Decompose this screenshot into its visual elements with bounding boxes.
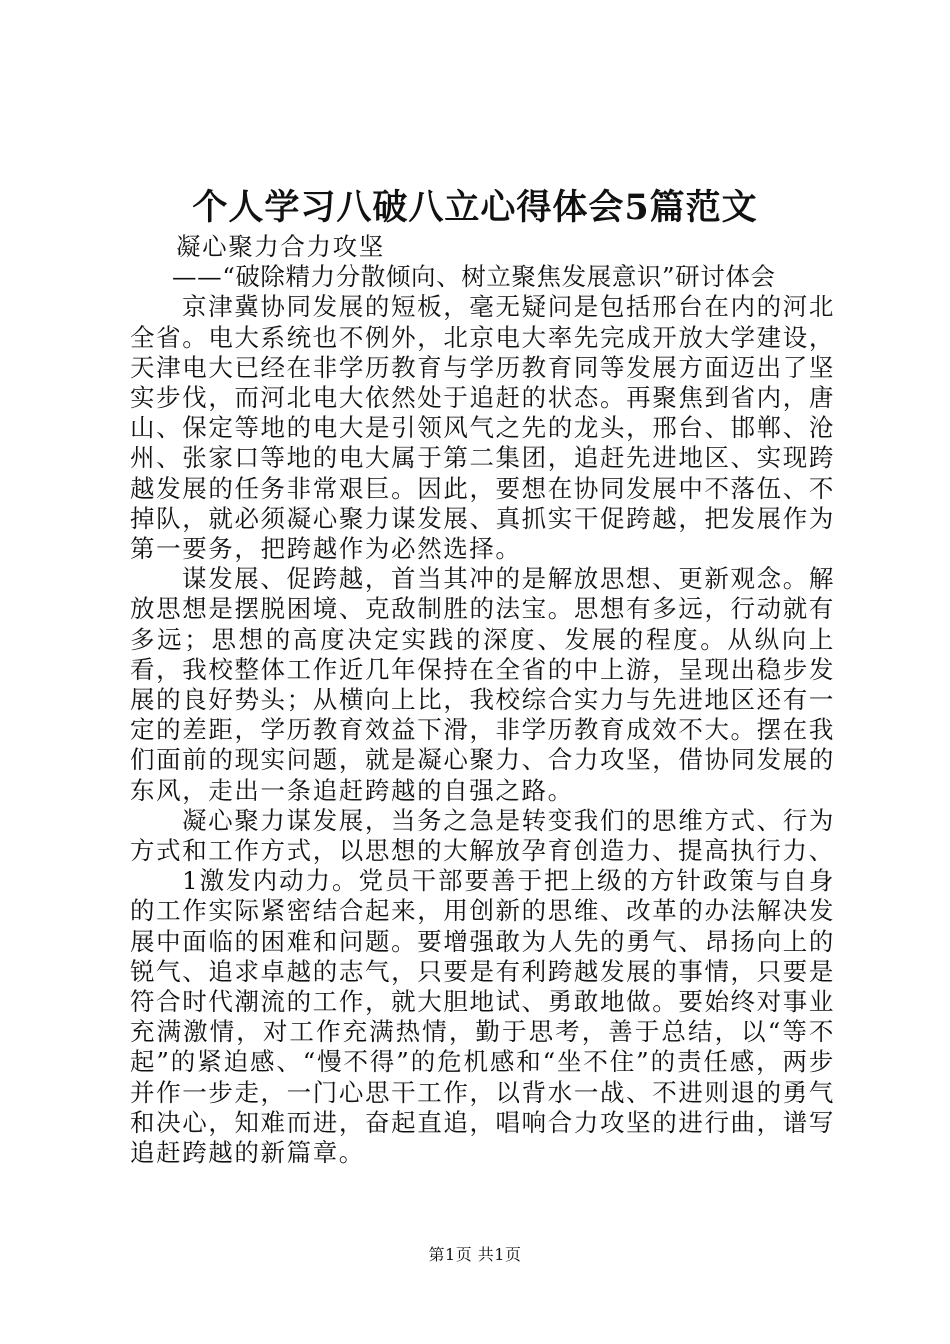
subtitle: ——“破除精力分散倾向、树立聚焦发展意识”研讨体会	[172, 262, 776, 292]
document-title: 个人学习八破八立心得体会5篇范文	[192, 187, 758, 228]
page-footer: 第1页 共1页	[428, 1245, 522, 1264]
paragraph: 京津冀协同发展的短板，毫无疑问是包括邢台在内的河北全省。电大系统也不例外，北京电大率先完成开放大学建设，天津电大已经在非学历教育与学历教育同等发展方面迈出了坚实步伐，而河北电大依然处于追赶的状态。再聚焦到省内，唐山、保定等地的电大是引领风气之先的龙头，邢台、邯郸、沧州、张家口等地的电大属于第二集团，追赶先进地区、实现跨越发展的任务非常艰巨。因此，要想在协同发展中不落伍、不掉队，就必须凝心聚力谋发展、真抓实干促跨越，把发展作为第一要务，把跨越作为必然选择。	[130, 292, 835, 564]
paragraph: 1激发内动力。党员干部要善于把上级的方针政策与自身的工作实际紧密结合起来，用创新的思维、改革的办法解决发展中面临的困难和问题。要增强敢为人先的勇气、昂扬向上的锐气、追求卓越的志气，只要是有利跨越发展的事情，只要是符合时代潮流的工作，就大胆地试、勇敢地做。要始终对事业充满激情，对工作充满热情，勤于思考，善于总结，以“等不起”的紧迫感、“慢不得”的危机感和“坐不住”的责任感，两步并作一步走，一门心思干工作，以背水一战、不进则退的勇气和决心，知难而进，奋起直追，唱响合力攻坚的进行曲，谱写追赶跨越的新篇章。	[130, 866, 835, 1168]
paragraph: 谋发展、促跨越，首当其冲的是解放思想、更新观念。解放思想是摆脱困境、克敌制胜的法宝。思想有多远，行动就有多远；思想的高度决定实践的深度、发展的程度。从纵向上看，我校整体工作近几年保持在全省的中上游，呈现出稳步发展的良好势头；从横向上比，我校综合实力与先进地区还有一定的差距，学历教育效益下滑，非学历教育成效不大。摆在我们面前的现实问题，就是凝心聚力、合力攻坚，借协同发展的东风，走出一条追赶跨越的自强之路。	[130, 564, 835, 805]
subheading: 凝心聚力合力攻坚	[176, 232, 385, 261]
paragraph: 凝心聚力谋发展，当务之急是转变我们的思维方式、行为方式和工作方式，以思想的大解放孕育创造力、提高执行力、	[130, 805, 835, 866]
document-body	[130, 232, 835, 1168]
